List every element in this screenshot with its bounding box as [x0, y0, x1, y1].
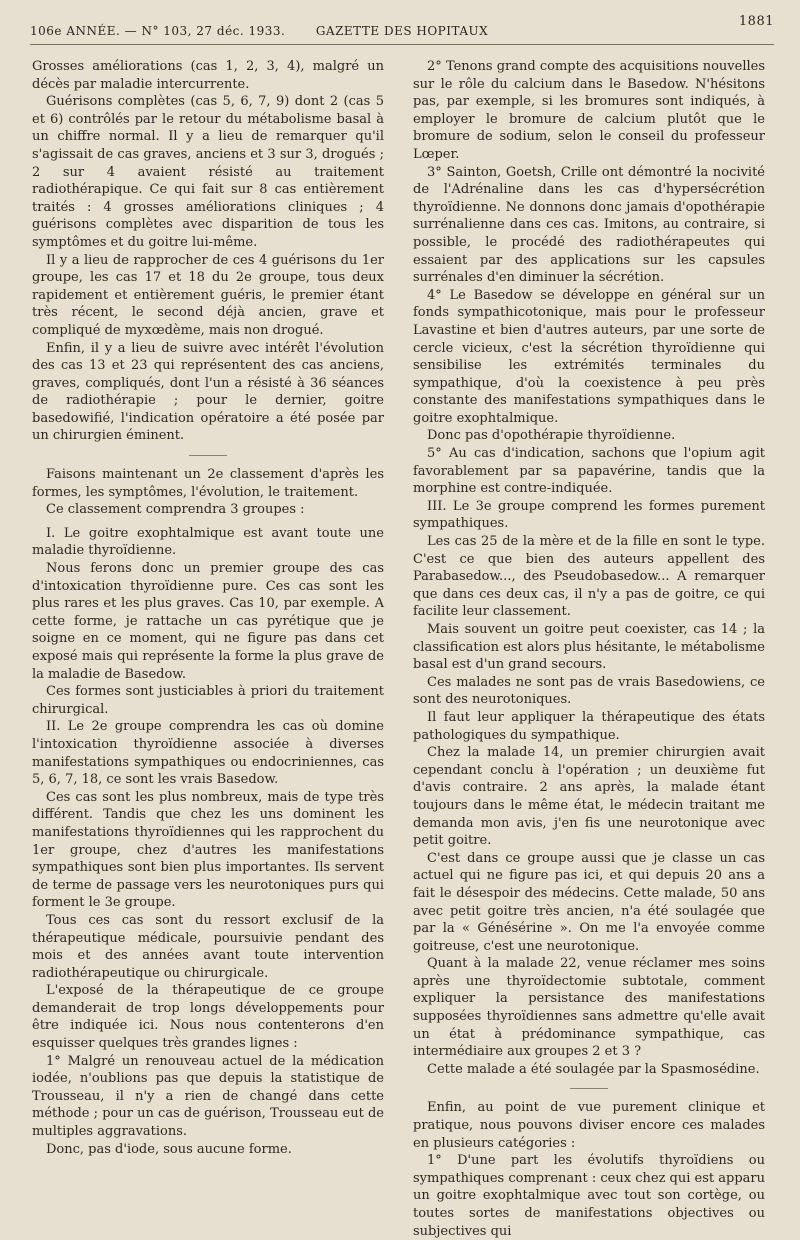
- paragraph: C'est dans ce groupe aussi que je classe un cas actuel qui ne figure pas ici, et qui depuis 20 ans a fait le désespoir des médecins. Cette malade, 50 ans avec petit goitre très ancien, n'a été soulagée que par la « Génésérine ». On me l'a envoyée comme goitreuse, c'est une neurotonique.: [413, 850, 765, 954]
- paragraph: Ces formes sont justiciables à priori du traitement chirurgical.: [32, 684, 384, 717]
- paragraph: Quant à la malade 22, venue réclamer mes soins après une thyroïdectomie subtotale, comment expliquer la persistance des manifestations supposées thyroïdiennes sans admettre qu'elle avait un état à prédominance sympathique, cas intermédiaire aux groupes 2 et 3 ?: [413, 956, 765, 1060]
- paragraph: Ces cas sont les plus nombreux, mais de type très différent. Tandis que chez les uns dominent les manifestations thyroïdiennes qui les rapprochent du 1er groupe, chez d'autres les manifestations sympathiques sont bien plus importantes. Ils servent de terme de passage vers les neurotoniques purs qui forment le 3e groupe.: [32, 789, 384, 911]
- paragraph: 1° Malgré un renouveau actuel de la médication iodée, n'oublions pas que depuis la statistique de Trousseau, il n'y a rien de changé dans cette méthode ; pour un cas de guérison, Trousseau eut de multiples aggravations.: [32, 1053, 384, 1140]
- paragraph: Ces malades ne sont pas de vrais Basedowiens, ce sont des neurotoniques.: [413, 674, 765, 708]
- paragraph: 1° D'une part les évolutifs thyroïdiens ou sympathiques comprenant : ceux chez qui est apparu un goitre exophtalmique avec tout son cortège, ou toutes sortes de manifestations objectives ou subjectives qui: [413, 1153, 765, 1239]
- paragraph: Cette malade a été soulagée par la Spasmosédine.: [427, 1061, 760, 1077]
- paragraph: Ce classement comprendra 3 groupes :: [46, 502, 305, 518]
- paragraph: I. Le goitre exophtalmique est avant toute une maladie thyroïdienne.: [32, 525, 384, 559]
- paragraph: Guérisons complètes (cas 5, 6, 7, 9) dont 2 (cas 5 et 6) contrôlés par le retour du métabolisme basal à un chiffre normal. Il y a lieu de remarquer qu'il s'agissait de cas graves, anciens et 3 sur 3, drogués ; 2 sur 4 avaient résisté au traitement radiothérapique. Ce qui fait sur 8 cas entièrement traités : 4 grosses améliorations cliniques ; 4 guérisons complètes avec disparition de tous les symptômes et du goitre lui-même.: [32, 94, 384, 250]
- paragraph: 5° Au cas d'indication, sachons que l'opium agit favorablement par sa papavérine, tandis que la morphine est contre-indiquée.: [413, 446, 765, 497]
- paragraph: Il faut leur appliquer la thérapeutique des états pathologiques du sympathique.: [413, 709, 765, 743]
- paragraph: Chez la malade 14, un premier chirurgien avait cependant conclu à l'opération ; un deuxième fut d'avis contraire. 2 ans après, la malade étant toujours dans le même état, le médecin traitant me demanda mon avis, j'en fis une neurotonique avec petit goitre.: [413, 745, 765, 849]
- publication-title: GAZETTE DES HOPITAUX: [315, 24, 489, 38]
- left-column: [32, 58, 384, 1158]
- paragraph: 4° Le Basedow se développe en général sur un fonds sympathicotonique, mais pour le professeur Lavastine et bien d'autres auteurs, par une sorte de cercle vicieux, c'est la sécrétion thyroïdienne qui sensibilise les extrémités terminales du sympathique, d'où la coexistence à peu près constante des manifestations sympathiques dans le goitre exophtalmique.: [413, 287, 765, 426]
- paragraph: Il y a lieu de rapprocher de ces 4 guérisons du 1er groupe, les cas 17 et 18 du 2e groupe, tous deux rapidement et entièrement guéris, le premier étant très récent, le second déjà ancien, grave et compliqué de myxœdème, mais non drogué.: [32, 252, 384, 338]
- paragraph: Tous ces cas sont du ressort exclusif de la thérapeutique médicale, poursuivie pendant des mois et des années avant toute intervention radiothérapeutique ou chirurgicale.: [32, 912, 384, 981]
- page-number: 1881: [738, 14, 774, 29]
- paragraph: Donc, pas d'iode, sous aucune forme.: [46, 1141, 292, 1157]
- paragraph: Faisons maintenant un 2e classement d'après les formes, les symptômes, l'évolution, le traitement.: [32, 467, 384, 500]
- paragraph: III. Le 3e groupe comprend les formes purement sympathiques.: [413, 498, 765, 532]
- page-header: [30, 14, 774, 45]
- paragraph: Mais souvent un goitre peut coexister, cas 14 ; la classification est alors plus hésitante, le métabolisme basal est d'un grand secours.: [413, 622, 765, 673]
- section-divider: [570, 1088, 608, 1089]
- paragraph: II. Le 2e groupe comprendra les cas où domine l'intoxication thyroïdienne associée à diverses manifestations sympathiques ou endocriniennes, cas 5, 6, 7, 18, ce sont les vrais Basedow.: [32, 719, 384, 788]
- issue-info: 106e ANNÉE. — N° 103, 27 déc. 1933.: [30, 24, 286, 38]
- paragraph: Grosses améliorations (cas 1, 2, 3, 4), malgré un décès par maladie intercurrente.: [32, 59, 384, 92]
- paragraph: Les cas 25 de la mère et de la fille en sont le type. C'est ce que bien des auteurs appellent des Parabasedow..., des Pseudobasedow... A remarquer que dans ces deux cas, il n'y a pas de goitre, ce qui facilite leur classement.: [413, 534, 765, 620]
- paragraph: L'exposé de la thérapeutique de ce groupe demanderait de trop longs développements pour être indiquée ici. Nous nous contenterons d'en esquisser quelques très grandes lignes :: [32, 983, 384, 1052]
- right-column: [413, 58, 765, 1240]
- paragraph: Enfin, au point de vue purement clinique et pratique, nous pouvons diviser encore ces malades en plusieurs catégories :: [413, 1100, 765, 1151]
- paragraph: Donc pas d'opothérapie thyroïdienne.: [427, 428, 676, 444]
- paragraph: 2° Tenons grand compte des acquisitions nouvelles sur le rôle du calcium dans le Basedow. N'hésitons pas, par exemple, si les bromures sont indiqués, à employer le bromure de calcium plutôt que le bromure de sodium, selon le conseil du professeur Lœper.: [413, 59, 765, 162]
- section-divider: [189, 455, 227, 456]
- paragraph: Enfin, il y a lieu de suivre avec intérêt l'évolution des cas 13 et 23 qui représentent des cas anciens, graves, compliqués, dont l'un a résisté à 36 séances de radiothérapie ; pour le dernier, goitre basedowifié, l'indication opératoire a été posée par un chirurgien éminent.: [32, 340, 384, 444]
- paragraph: 3° Sainton, Goetsh, Crille ont démontré la nocivité de l'Adrénaline dans les cas d'hypersécrétion thyroïdienne. Ne donnons donc jamais d'opothérapie surrénalienne dans ces cas. Imitons, au contraire, si possible, le procédé des radiothérapeutes qui essaient par des applications sur les capsules surrénales d'en diminuer la sécrétion.: [413, 164, 765, 286]
- paragraph: Nous ferons donc un premier groupe des cas d'intoxication thyroïdienne pure. Ces cas sont les plus rares et les plus graves. Cas 10, par exemple. A cette forme, je rattache un cas pyrétique que je soigne en ce moment, qui ne figure pas dans cet exposé mais qui représente la forme la plus grave de la maladie de Basedow.: [32, 561, 384, 682]
